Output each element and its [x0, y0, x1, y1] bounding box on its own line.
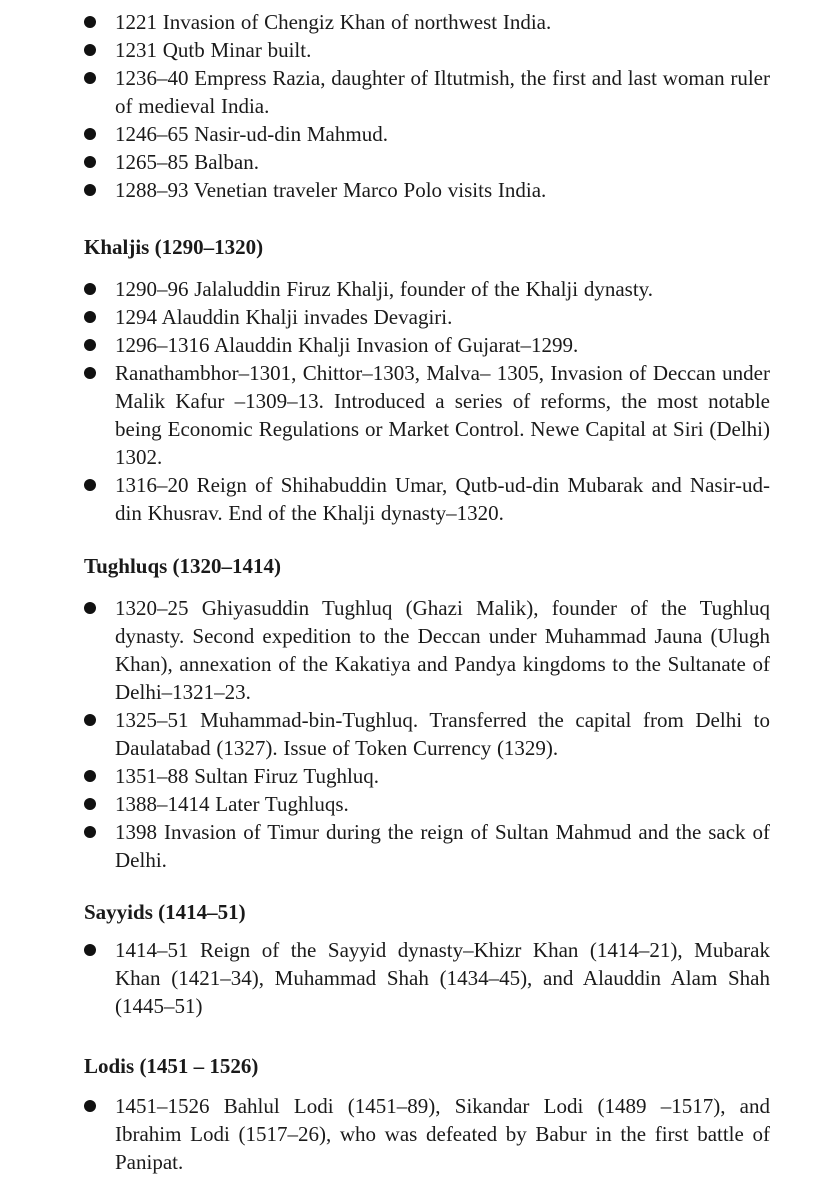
- bullet-icon: [84, 479, 96, 491]
- lodis-list-group: [84, 1092, 770, 1176]
- list-item-text: 1236–40 Empress Razia, daughter of Iltutmish, the first and last woman ruler of medieval India.: [115, 66, 770, 118]
- tughluqs-list: [84, 594, 770, 874]
- list-item: [84, 1092, 770, 1176]
- lodis-list: [84, 1092, 770, 1176]
- bullet-icon: [84, 156, 96, 168]
- sayyids-list-group: [84, 936, 770, 1020]
- list-item-text: 1296–1316 Alauddin Khalji Invasion of Gujarat–1299.: [115, 333, 579, 357]
- list-item-text: 1398 Invasion of Timur during the reign of Sultan Mahmud and the sack of Delhi.: [115, 820, 770, 872]
- list-item-text: 1288–93 Venetian traveler Marco Polo visits India.: [115, 178, 547, 202]
- bullet-icon: [84, 770, 96, 782]
- bullet-icon: [84, 44, 96, 56]
- list-item-text: 1231 Qutb Minar built.: [115, 38, 312, 62]
- list-item: [84, 8, 770, 36]
- list-item-text: 1221 Invasion of Chengiz Khan of northwest India.: [115, 10, 552, 34]
- section-heading-tughluqs: Tughluqs (1320–1414): [84, 554, 282, 578]
- list-item: [84, 275, 770, 303]
- list-item-text: 1246–65 Nasir-ud-din Mahmud.: [115, 122, 388, 146]
- bullet-icon: [84, 1100, 96, 1112]
- bullet-icon: [84, 72, 96, 84]
- list-item-text: 1451–1526 Bahlul Lodi (1451–89), Sikandar Lodi (1489 –1517), and Ibrahim Lodi (1517–26), who was defeated by Babur in the first battle of Panipat.: [115, 1094, 770, 1174]
- bullet-icon: [84, 128, 96, 140]
- sayyids-list: [84, 936, 770, 1020]
- intro-list: [84, 8, 770, 204]
- list-item-text: 1290–96 Jalaluddin Firuz Khalji, founder of the Khalji dynasty.: [115, 277, 654, 301]
- list-item-text: 1388–1414 Later Tughluqs.: [115, 792, 349, 816]
- bullet-icon: [84, 602, 96, 614]
- bullet-icon: [84, 16, 96, 28]
- list-item: [84, 120, 770, 148]
- list-item: [84, 790, 770, 818]
- section-heading-lodis: Lodis (1451 – 1526): [84, 1054, 259, 1078]
- section-heading-sayyids: Sayyids (1414–51): [84, 900, 246, 924]
- list-item: [84, 818, 770, 874]
- list-item: [84, 762, 770, 790]
- list-item: [84, 936, 770, 1020]
- bullet-icon: [84, 339, 96, 351]
- list-item: [84, 594, 770, 706]
- list-item-text: 1414–51 Reign of the Sayyid dynasty–Khizr Khan (1414–21), Mubarak Khan (1421–34), Muhammad Shah (1434–45), and Alauddin Alam Shah (1445–51): [115, 938, 770, 1018]
- list-item: [84, 148, 770, 176]
- list-item: [84, 331, 770, 359]
- section-heading-khaljis: Khaljis (1290–1320): [84, 235, 264, 259]
- bullet-icon: [84, 826, 96, 838]
- khaljis-list-group: [84, 275, 770, 527]
- bullet-icon: [84, 367, 96, 379]
- bullet-icon: [84, 714, 96, 726]
- list-item-text: 1294 Alauddin Khalji invades Devagiri.: [115, 305, 453, 329]
- list-item-text: 1316–20 Reign of Shihabuddin Umar, Qutb-ud-din Mubarak and Nasir-ud-din Khusrav. End of the Khalji dynasty–1320.: [115, 473, 770, 525]
- list-item: [84, 303, 770, 331]
- tughluqs-list-group: [84, 594, 770, 874]
- bullet-icon: [84, 311, 96, 323]
- bullet-icon: [84, 184, 96, 196]
- intro-list-group: [84, 8, 770, 204]
- list-item-text: 1320–25 Ghiyasuddin Tughluq (Ghazi Malik), founder of the Tughluq dynasty. Second expedition to the Deccan under Muhammad Jauna (Ulugh Khan), annexation of the Kakatiya and Pandya kingdoms to the Sultanate of Delhi–1321–23.: [115, 596, 770, 704]
- list-item: [84, 64, 770, 120]
- list-item-text: 1265–85 Balban.: [115, 150, 259, 174]
- list-item: [84, 176, 770, 204]
- list-item: [84, 471, 770, 527]
- bullet-icon: [84, 798, 96, 810]
- list-item: [84, 359, 770, 471]
- list-item: [84, 706, 770, 762]
- list-item-text: 1325–51 Muhammad-bin-Tughluq. Transferred the capital from Delhi to Daulatabad (1327). Issue of Token Currency (1329).: [115, 708, 770, 760]
- list-item-text: Ranathambhor–1301, Chittor–1303, Malva– 1305, Invasion of Deccan under Malik Kafur –1309–13. Introduced a series of reforms, the most notable being Economic Regulations or Market Control. Newe Capital at Siri (Delhi) 1302.: [115, 361, 770, 469]
- bullet-icon: [84, 283, 96, 295]
- list-item: [84, 36, 770, 64]
- bullet-icon: [84, 944, 96, 956]
- list-item-text: 1351–88 Sultan Firuz Tughluq.: [115, 764, 380, 788]
- khaljis-list: [84, 275, 770, 527]
